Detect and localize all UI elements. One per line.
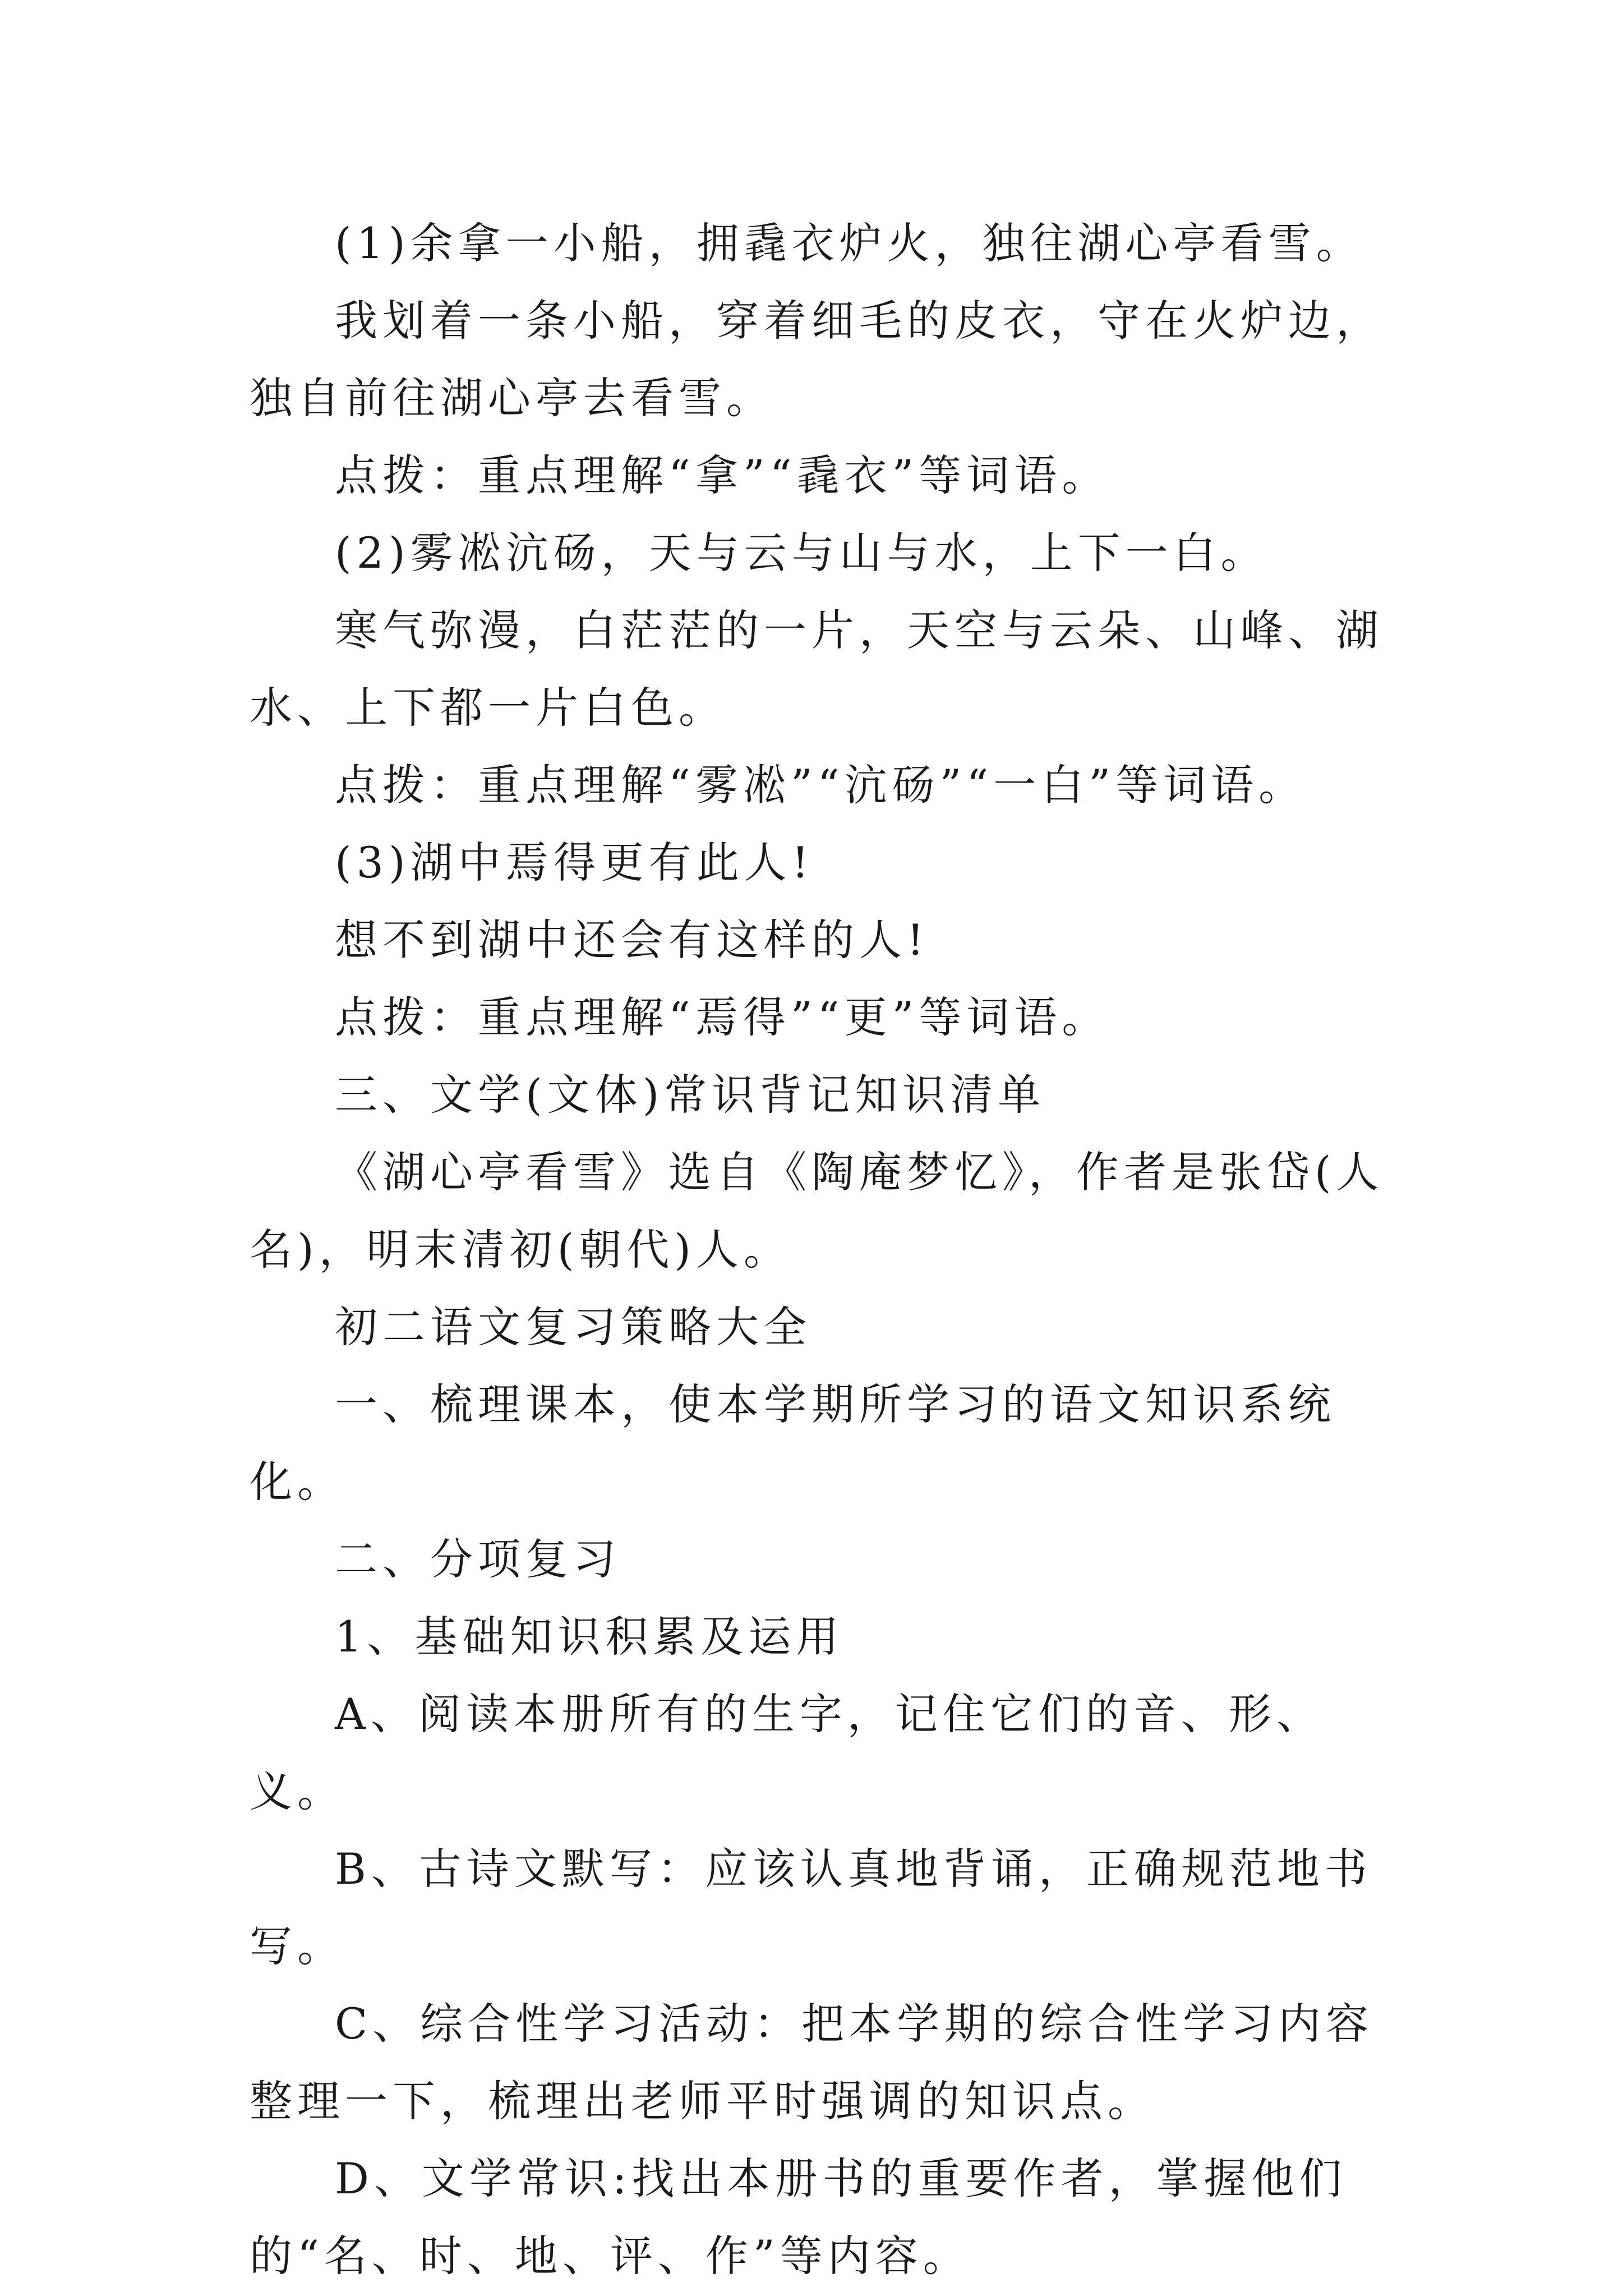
paragraph: A、阅读本册所有的生字，记住它们的音、形、义。 [250,1689,1324,1816]
paragraph: B、古诗文默写：应该认真地背诵，正确规范地书写。 [250,1844,1372,1971]
section-heading: 二、分项复习 [335,1534,621,1584]
paragraph: C、综合性学习活动：把本学期的综合性学习内容整理一下，梳理出老师平时强调的知识点。 [250,1999,1374,2126]
section-heading: 三、文学(文体)常识背记知识清单 [335,1070,1046,1120]
section-heading: 1、基础知识积累及运用 [335,1612,844,1662]
paragraph: (3)湖中焉得更有此人! [335,838,814,887]
paragraph: (1)余拿一小船，拥毳衣炉火，独往湖心亭看雪。 [335,218,1364,268]
document-body [250,205,1396,2295]
paragraph: 想不到湖中还会有这样的人! [335,915,929,965]
paragraph: 我划着一条小船，穿着细毛的皮衣，守在火炉边，独自前往湖心亭去看雪。 [250,296,1384,423]
section-heading: 初二语文复习策略大全 [335,1302,811,1352]
paragraph: (2)雾凇沆砀，天与云与山与水，上下一白。 [335,528,1269,578]
paragraph: D、文学常识:找出本册书的重要作者，掌握他们的“名、时、地、评、作”等内容。 [250,2154,1347,2281]
paragraph: 点拨：重点理解“拿”“毳衣”等词语。 [335,450,1110,500]
paragraph: 一、梳理课本，使本学期所学习的语文知识系统化。 [250,1379,1336,1507]
paragraph: 点拨：重点理解“焉得”“更”等词语。 [335,992,1110,1042]
paragraph: 点拨：重点理解“雾凇”“沆砀”“一白”等词语。 [335,760,1307,810]
paragraph: 寒气弥漫，白茫茫的一片，天空与云朵、山峰、湖水、上下都一片白色。 [250,605,1384,733]
paragraph: 《湖心亭看雪》选自《陶庵梦忆》，作者是张岱(人名)，明末清初(朝代)人。 [250,1147,1384,1274]
